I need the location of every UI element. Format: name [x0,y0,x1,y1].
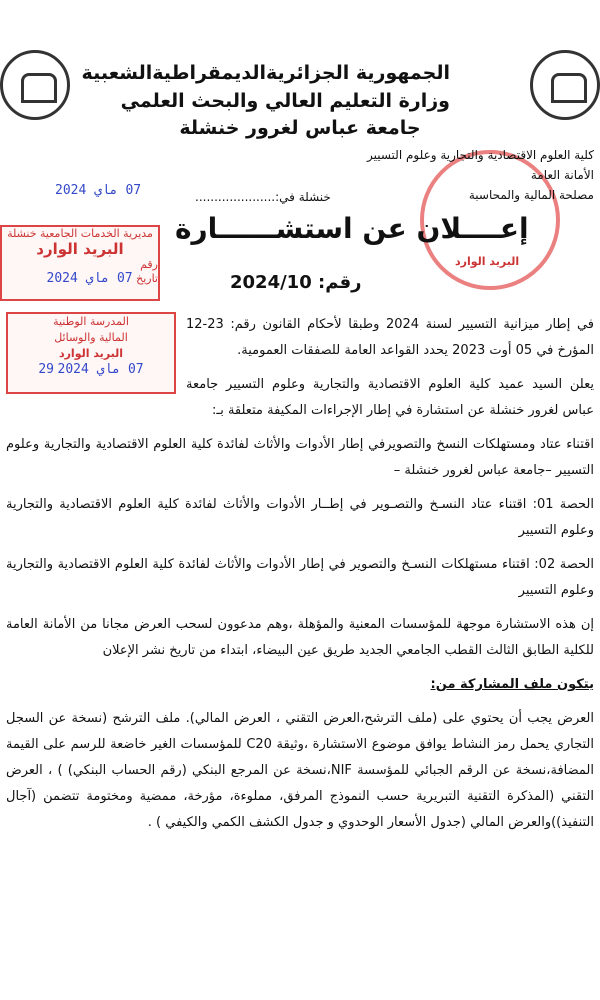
announcement-body [6,312,594,844]
participation-file-heading: يتكون ملف المشاركة من: [430,677,594,692]
announcement-title: إعــــلان عن استشــــــارة [175,212,529,245]
incoming-mail-stamp-1 [0,225,160,301]
paragraph-line: التجاري يحمل رمز النشاط يوافق موضوع الاستشارة ،وثيقة C20 للمؤسسات الغير خاضعة للرسم على القيمة [6,737,594,752]
stamp-2-line1: المدرسة الوطنية [53,315,129,328]
faculty-name: كلية العلوم الاقتصادية والتجارية وعلوم التسيير [366,148,594,162]
stamp-2-line3: البريد الوارد [58,347,124,360]
paragraph-line: في إطار ميزانية التسيير لسنة 2024 وطبقا لأحكام القانون رقم: 23-12 المؤرخ في 05 أوت 2023 [186,317,595,358]
announcement-number: رقم: 2024/10 [230,272,362,293]
paragraph-line: العرض يجب أن يحتوي على (ملف الترشح،العرض التقني ، العرض المالي). ملف الترشح (نسخة عن السجل [6,711,594,726]
general-secretariat: الأمانة العامة [530,168,594,182]
incoming-mail-stamp-2 [6,312,176,394]
stamp-2-date-value: 07 ماي 2024 [57,362,144,377]
paragraph-line: التنفيذ))والعرض المالي (جدول الأسعار الوحدوي و جدول الكشف الكمي والكيفي ) . [147,815,594,830]
place-date-label: خنشلة في:..................... [195,190,331,204]
stamp-2-number: 29 [38,362,55,377]
paragraph-line: والتجارية وعلوم التسيير [6,557,594,598]
paragraph-line: التقني (المذكرة التقنية التبريرية حسب النموذج المرفق، مملوءة، مؤرخة، ممضية ومختومة تتضمن (آجال [6,789,594,804]
paragraph-line: وعلوم التسيير –جامعة عباس لغرور خنشلة – [6,437,594,478]
paragraph-line: العامة للكلية الطابق الثالث القطب الجامعي الجديد طريق عين البيضاء، ابتداء من تاريخ نشر الإعلان [6,617,594,658]
paragraph-line: إن هذه الاستشارة موجهة للمؤسسات المعنية والمؤهلة ،وهم مدعوون لسحب العرض مجانا من الأمانة [42,617,594,632]
university-logo-left [0,50,70,120]
stamp-1-date-label: تاريخ [136,272,158,285]
stamp-2-line2: المالية والوسائل [54,331,128,344]
lot-1: الحصة 01: اقتناء عتاد النسـخ والتصـوير في إطــار الأدوات والأثاث لفائدة كلية العلوم الاقتصادية [59,497,594,512]
stamp-1-line2: البريد الوارد [36,240,124,258]
lot-2: الحصة 02: اقتناء مستهلكات النسـخ والتصوير في إطار الأدوات والأثاث لفائدة كلية العلوم الاقتصادية [57,557,594,572]
paragraph-line: اقتناء عتاد ومستهلكات النسخ والتصويرفي إطار الأدوات والأثاث لفائدة كلية العلوم الاقتصادية والتجارية [43,437,594,452]
paragraph-line: المضافة،نسخة عن الرقم الجبائي للمؤسسة NIF،نسخة عن المرجع البنكي (رقم الحساب البنكي) ) ، العرض [6,763,595,778]
university-logo-right [530,50,600,120]
university-heading: جامعة عباس لغرور خنشلة [179,117,421,139]
ministry-heading: وزارة التعليم العالي والبحث العلمي [120,90,450,112]
stamp-1-line1: مديرية الخدمات الجامعية خنشلة [7,227,153,240]
republic-heading: الجمهورية الجزائريةالديمقراطيةالشعبية [81,62,450,84]
stamp-1-number-label: رقم [140,258,158,271]
paragraph-line: يحدد القواعد العامة للصفقات العمومية. [237,343,449,358]
finance-service: مصلحة المالية والمحاسبة [468,188,594,202]
date-handwritten: 07 ماي 2024 [55,183,142,198]
paragraph-line: عن استشارة في إطار الإجراءات المكيفة متعلقة بـ: [212,403,486,418]
paragraph-line: يعلن السيد عميد كلية العلوم الاقتصادية والتجارية وعلوم التسيير جامعة عباس لغرور خنشلة [186,377,594,418]
faded-stamp: البريد الوارد [455,255,520,268]
paragraph-line: والتجارية وعلوم التسيير [6,497,594,538]
stamp-1-date-value: 07 ماي 2024 [46,271,133,286]
